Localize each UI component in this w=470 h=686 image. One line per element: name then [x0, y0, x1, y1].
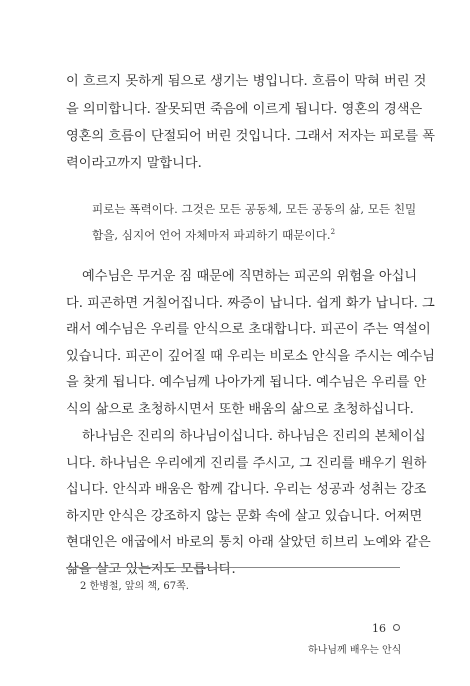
text-line: 니다. 하나님은 우리에게 진리를 주시고, 그 진리를 배우기 원하 — [66, 456, 427, 471]
text-line: 이 흐르지 못하게 됨으로 생기는 병입니다. 흐름이 막혀 버린 것 — [66, 74, 427, 89]
quote-line: 피로는 폭력이다. 그것은 모든 공동체, 모든 공동의 삶, 모든 친밀 — [92, 202, 417, 216]
text-line: 십니다. 안식과 배움은 함께 갑니다. 우리는 성공과 성취는 강조 — [66, 482, 427, 497]
text-line: 하지만 안식은 강조하지 않는 문화 속에 살고 있습니다. 어쩌면 — [66, 509, 423, 524]
text-line: 래서 예수님은 우리를 안식으로 초대합니다. 피곤이 주는 역설이 — [66, 322, 431, 337]
text-line: 현대인은 애굽에서 바로의 통치 아래 살았던 히브리 노예와 같은 — [66, 535, 431, 550]
running-head: 하나님께 배우는 안식 — [308, 645, 402, 656]
text-line: 을 찾게 됩니다. 예수님께 나아가게 됩니다. 예수님은 우리를 안 — [66, 375, 427, 390]
page-number: 16 — [372, 622, 386, 635]
text-line: 예수님은 무거운 짐 때문에 직면하는 피곤의 위험을 아십니 — [82, 269, 418, 284]
text-line: 을 의미합니다. 잘못되면 죽음에 이르게 됩니다. 영혼의 경색은 — [66, 102, 423, 117]
text-line: 력이라고까지 말합니다. — [66, 156, 202, 171]
quote-line — [92, 225, 402, 245]
text-line: 다. 피곤하면 거칠어집니다. 짜증이 납니다. 쉽게 화가 납니다. 그 — [66, 296, 435, 311]
text-line: 영혼의 흐름이 단절되어 버린 것입니다. 그래서 저자는 피로를 폭 — [66, 129, 435, 144]
text-line: 삶을 살고 있는지도 모릅니다. — [66, 562, 236, 577]
footnote: 2 한병철, 앞의 책, 67쪽. — [80, 581, 189, 592]
text-line: 하나님은 진리의 하나님이십니다. 하나님은 진리의 본체이십 — [82, 429, 426, 444]
footnote-divider — [66, 567, 400, 568]
footnote-ref: 2 — [330, 228, 336, 237]
text-line: 식의 삶으로 초청하시면서 또한 배움의 삶으로 초청하십니다. — [66, 402, 414, 417]
circle-icon — [393, 624, 400, 631]
quote-line-text: 함을, 심지어 언어 자체마저 파괴하기 때문이다. — [92, 228, 331, 242]
text-line: 있습니다. 피곤이 깊어질 때 우리는 비로소 안식을 주시는 예수님 — [66, 349, 435, 364]
